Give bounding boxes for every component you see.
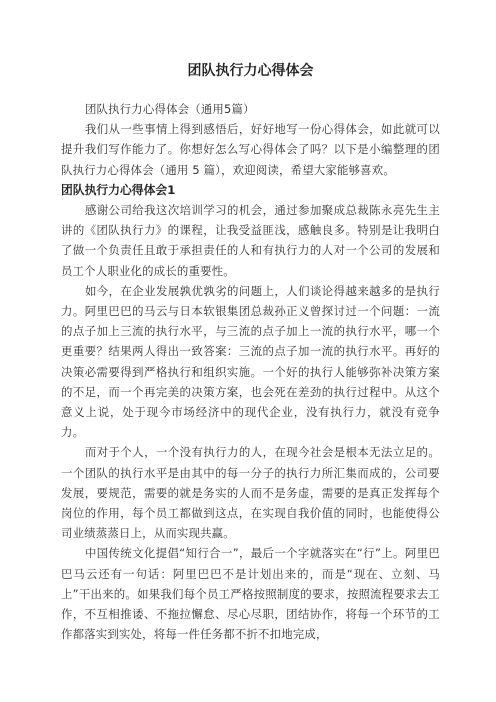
body-paragraph: 而对于个人，一个没有执行力的人，在现今社会是根本无法立足的。一个团队的执行水平是由其中的每一分子的执行力所汇集而成的，公司要发展，要规范，需要的就是务实的人而不是务虚，需要的是真正发挥每个岗位的作用，每个员工都做到这点，在实现自我价值的同时，也能使得公司业绩蒸蒸日上，从而实现共赢。	[61, 445, 440, 541]
body-paragraph: 中国传统文化提倡“知行合一”，最后一个字就落实在“行”上。阿里巴巴马云还有一句话：阿里巴巴不是计划出来的，而是“现在、立刻、马上”干出来的。如果我们每个员工严格按照制度的要求，按照流程要求去工作，不互相推诿、不拖拉懈怠、尽心尽职，团结协作，将每一个环节的工作都落实到实处，将每一件任务都不折不扣地完成，	[61, 546, 440, 642]
body-paragraph: 如今，在企业发展孰优孰劣的问题上，人们谈论得越来越多的是执行力。阿里巴巴的马云与日本软银集团总裁孙正义曾探讨过一个问题：一流的点子加上三流的执行水平，与三流的点子加上一流的执行水平，哪一个更重要？结果两人得出一致答案：三流的点子加一流的执行水平。再好的决策必需要得到严格执行和组织实施。一个好的执行人能够弥补决策方案的不足，而一个再完美的决策方案，也会死在差劲的执行过程中。从这个意义上说，处于现今市场经济中的现代企业，没有执行力，就没有竞争力。	[61, 283, 440, 440]
section-heading: 团队执行力心得体会1	[61, 182, 176, 197]
intro-paragraph: 我们从一些事情上得到感悟后，好好地写一份心得体会，如此就可以提升我们写作能力了。你想好怎么写心得体会了吗？以下是小编整理的团队执行力心得体会（通用 5 篇），欢迎阅读，希望大家能够喜欢。	[61, 122, 440, 177]
document-title: 团队执行力心得体会	[187, 63, 314, 79]
body-paragraph: 感谢公司给我这次培训学习的机会，通过参加聚成总裁陈永亮先生主讲的《团队执行力》的课程，让我受益匪浅，感触良多。特别是让我明白了做一个负责任且敢于承担责任的人和有执行力的人对一个公司的发展和员工个人职业化的成长的重要性。	[61, 203, 440, 278]
intro-subtitle: 团队执行力心得体会（通用5篇）	[84, 102, 255, 116]
